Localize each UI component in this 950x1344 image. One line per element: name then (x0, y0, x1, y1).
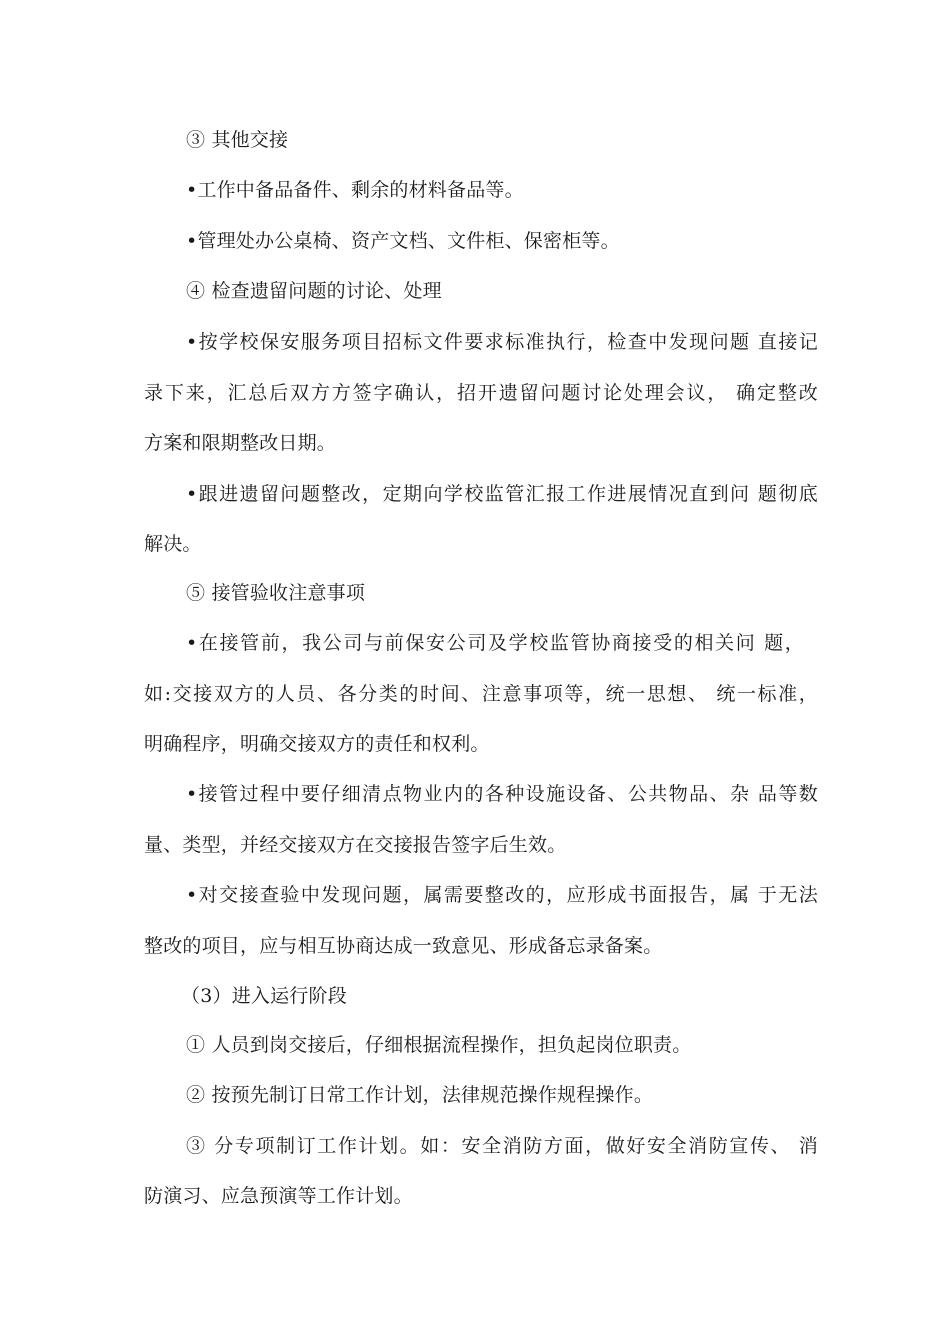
heading-other-handover: ③ 其他交接 (186, 129, 289, 151)
paragraph-line: •对交接查验中发现问题，属需要整改的，应形成书面报告，属 于无法 (186, 884, 818, 906)
numbered-item: ② 按预先制订日常工作计划，法律规范操作规程操作。 (186, 1084, 654, 1106)
numbered-item: ③ 分专项制订工作计划。如：安全消防方面，做好安全消防宣传、 消 (186, 1135, 818, 1157)
paragraph-line: 方案和限期整改日期。 (144, 432, 337, 454)
paragraph-line: 量、类型，并经交接双方在交接报告签字后生效。 (144, 834, 567, 856)
paragraph-line: •跟进遗留问题整改，定期向学校监管汇报工作进展情况直到问 题彻底 (186, 483, 818, 505)
bullet-spare-parts: •工作中备品备件、剩余的材料备品等。 (186, 179, 524, 201)
paragraph-line: 明确程序，明确交接双方的责任和权利。 (144, 733, 490, 755)
paragraph-line: 整改的项目，应与相互协商达成一致意见、形成备忘录备案。 (144, 935, 663, 957)
paragraph-line: •接管过程中要仔细清点物业内的各种设施设备、公共物品、杂 品等数 (186, 783, 818, 805)
heading-operation-phase: （3）进入运行阶段 (181, 985, 347, 1007)
bullet-office-furniture: •管理处办公桌椅、资产文档、文件柜、保密柜等。 (186, 230, 620, 252)
numbered-item: ① 人员到岗交接后，仔细根据流程操作，担负起岗位职责。 (186, 1034, 692, 1056)
paragraph-line: 如:交接双方的人员、各分类的时间、注意事项等，统一思想、 统一标准， (144, 683, 818, 705)
paragraph-line: 防演习、应急预演等工作计划。 (144, 1185, 413, 1207)
paragraph-line: 录下来，汇总后双方方签字确认，招开遗留问题讨论处理会议， 确定整改 (144, 382, 818, 404)
heading-legacy-issues: ④ 检查遗留问题的讨论、处理 (186, 280, 442, 302)
paragraph-line: •在接管前，我公司与前保安公司及学校监管协商接受的相关问 题， (186, 632, 804, 654)
paragraph-line: •按学校保安服务项目招标文件要求标准执行，检查中发现问题 直接记 (186, 331, 818, 353)
paragraph-line: 解决。 (144, 533, 202, 555)
heading-acceptance-notes: ⑤ 接管验收注意事项 (186, 582, 366, 604)
